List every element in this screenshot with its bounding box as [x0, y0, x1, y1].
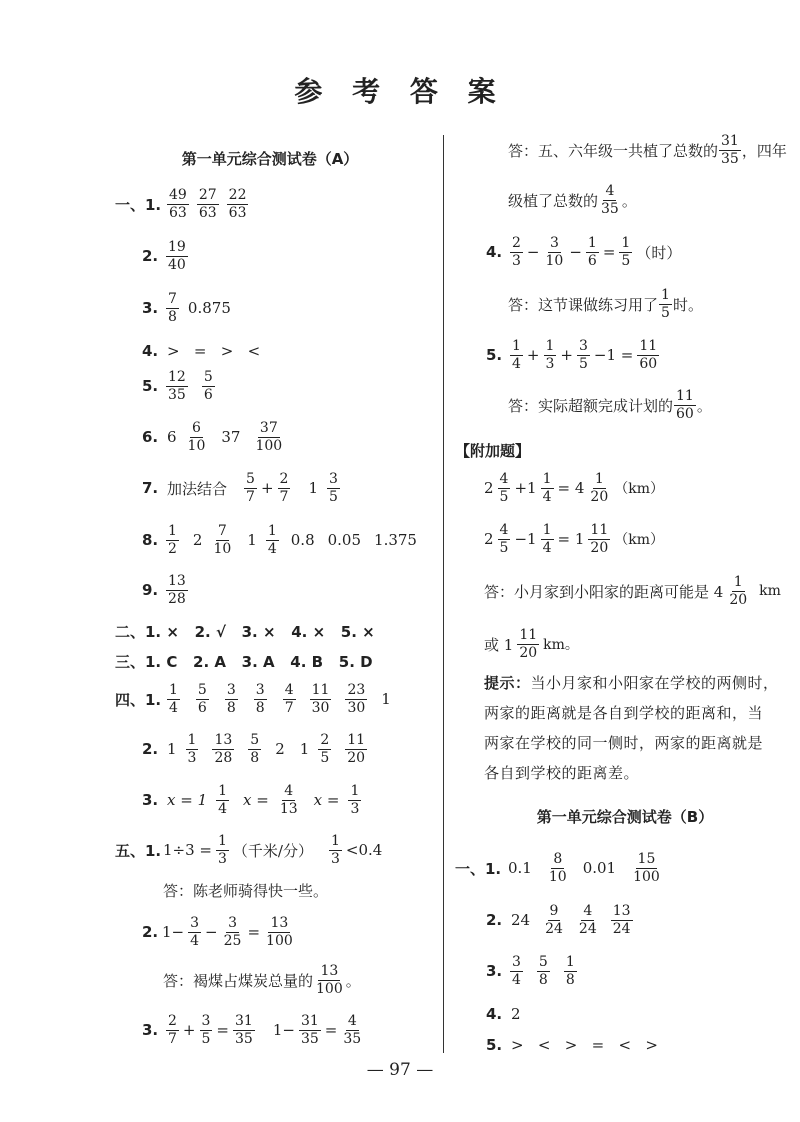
extra-heading: 【附加题】 — [455, 442, 531, 460]
q8-row: 8. $\frac{1}{2}$ 2 $\frac{7}{10}$ 1 $\frac{1}{4}$ 0.8 0.05 1.375 — [142, 523, 417, 557]
section-san: 三、1. C 2. A 3. A 4. B 5. D — [115, 653, 373, 671]
wu2-answer: 答：褐煤占煤炭总量的 $\frac{13}{100}$ 。 — [163, 963, 361, 997]
a3-answer-line1: 答：五、六年级一共植了总数的 $\frac{31}{35}$ ，四年 — [508, 133, 787, 167]
page-title: 参 考 答 案 — [294, 75, 506, 108]
b4-row: 4. 2 — [486, 1005, 521, 1023]
si1-row: 四、1. $\frac{1}{4}$ $\frac{5}{6}$ $\frac{3}{8}$ $\frac{3}{8}$ $\frac{4}{7}$ $\frac{11}{30}$ $\frac{23}{30}$ 1 — [115, 682, 391, 716]
q5-row: 5. $\frac{12}{35}$ $\frac{5}{6}$ — [142, 369, 213, 403]
extra-answer-line2: 或 1 $\frac{11}{20}$ km。 — [484, 627, 579, 661]
q1-row — [115, 188, 252, 220]
hint-line2: 两家的距离就是各自到学校的距离和，当 — [484, 704, 764, 722]
b3-row: 3. $\frac{3}{4}$ $\frac{5}{8}$ $\frac{1}{8}$ — [486, 954, 575, 988]
fraction: $\frac{49}{63}$ — [169, 187, 187, 221]
a4-row: 4. $\frac{2}{3}$ − $\frac{3}{10}$ − $\frac{1}{6}$ = $\frac{1}{5}$ （时） — [486, 235, 682, 269]
page-number: — 97 — — [366, 1060, 434, 1080]
wu3-row: 3. $\frac{2}{7}$ + $\frac{3}{5}$ = $\frac{31}{35}$ 1− $\frac{31}{35}$ = $\frac{4}{35}$ — [142, 1013, 362, 1047]
section-b-title: 第一单元综合测试卷（B） — [536, 808, 714, 826]
wu1-row: 五、1. 1÷3 = $\frac{1}{3}$ （千米/分） $\frac{1}{3}$ <0.4 — [115, 833, 383, 867]
fraction: $\frac{27}{63}$ — [198, 187, 217, 221]
fraction: $\frac{22}{63}$ — [228, 187, 247, 221]
fraction: $\frac{7}{8}$ — [168, 291, 177, 325]
a4-answer: 答：这节课做练习用了 $\frac{1}{5}$ 时。 — [508, 287, 703, 321]
extra-eq1: 2 $\frac{4}{5}$ +1 $\frac{1}{4}$ = 4 $\frac{1}{20}$ （km） — [484, 471, 664, 505]
q4-row: 4. > = > < — [142, 342, 261, 360]
a5-row: 5. $\frac{1}{4}$ + $\frac{1}{3}$ + $\frac{3}{5}$ −1 = $\frac{11}{60}$ — [486, 338, 658, 372]
a3-answer-line2: 级植了总数的 $\frac{4}{35}$ 。 — [508, 183, 637, 217]
extra-answer-line1: 答：小月家到小阳家的距离可能是 4 $\frac{1}{20}$ km — [484, 574, 781, 608]
q2-row: 2. $\frac{19}{40}$ — [142, 239, 186, 273]
hint-line1: 提示：当小月家和小阳家在学校的两侧时， — [484, 674, 779, 692]
si3-row: 3. x = 1 $\frac{1}{4}$ x = $\frac{4}{13}$ x = $\frac{1}{3}$ — [142, 783, 360, 817]
section-a-title: 第一单元综合测试卷（A） — [181, 150, 359, 168]
q3-row: 3. $\frac{7}{8}$ 0.875 — [142, 291, 231, 325]
extra-eq2: 2 $\frac{4}{5}$ −1 $\frac{1}{4}$ = 1 $\frac{11}{20}$ （km） — [484, 522, 664, 556]
wu2-row: 2. 1− $\frac{3}{4}$ − $\frac{3}{25}$ = $\frac{13}{100}$ — [142, 915, 293, 949]
wu1-answer: 答：陈老师骑得快一些。 — [163, 882, 329, 900]
hint-line4: 各自到学校的距离差。 — [484, 764, 640, 782]
si2-row: 2. 1 $\frac{1}{3}$ $\frac{13}{28}$ $\frac{5}{8}$ 2 1 $\frac{2}{5}$ $\frac{11}{20}$ — [142, 732, 366, 766]
b1-row: 一、1. 0.1 $\frac{8}{10}$ 0.01 $\frac{15}{100}$ — [455, 851, 660, 885]
b2-row: 2. 24 $\frac{9}{24}$ $\frac{4}{24}$ $\frac{13}{24}$ — [486, 903, 631, 937]
q7-row: 7. 加法结合 $\frac{5}{7}$ + $\frac{2}{7}$ 1 $\frac{3}{5}$ — [142, 471, 338, 505]
q1-label: 一、1. — [115, 195, 162, 214]
section-er: 二、1. × 2. √ 3. × 4. × 5. × — [115, 623, 375, 641]
column-divider — [443, 135, 444, 1053]
b5-row: 5. > < > = < > — [486, 1036, 658, 1054]
fraction: $\frac{19}{40}$ — [168, 239, 186, 273]
q9-row: 9. $\frac{13}{28}$ — [142, 573, 186, 607]
a5-answer: 答：实际超额完成计划的 $\frac{11}{60}$ 。 — [508, 388, 712, 422]
hint-line3: 两家在学校的同一侧时，两家的距离就是 — [484, 734, 764, 752]
q6-row: 6. 6 $\frac{6}{10}$ 37 $\frac{37}{100}$ — [142, 420, 283, 454]
